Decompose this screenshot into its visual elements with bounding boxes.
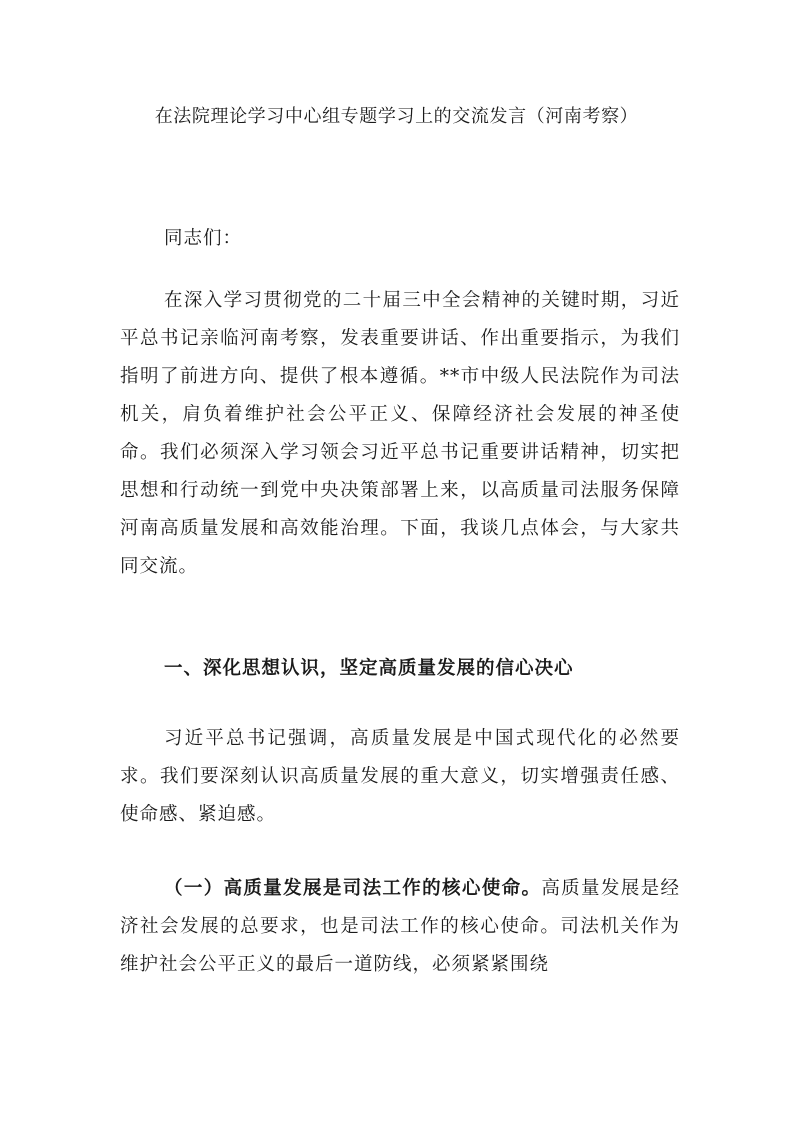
paragraph-intro: 在深入学习贯彻党的二十届三中全会精神的关键时期，习近平总书记亲临河南考察，发表重要讲话、作出重要指示，为我们指明了前进方向、提供了根本遵循。**市中级人民法院作为司法机关，肩负着维护社会公平正义、保障经济社会发展的神圣使命。我们必须深入学习领会习近平总书记重要讲话精神，切实把思想和行动统一到党中央决策部署上来，以高质量司法服务保障河南高质量发展和高效能治理。下面，我谈几点体会，与大家共同交流。 [120, 290, 680, 577]
paragraph-subsection1 [120, 870, 680, 984]
subsection-1-body: 高质量发展是经济社会发展的总要求，也是司法工作的核心使命。司法机关作为维护社会公平正义的最后一道防线，必须紧紧围绕 [120, 878, 680, 975]
subsection-heading-1: （一）高质量发展是司法工作的核心使命。 [164, 878, 542, 899]
document-title: 在法院理论学习中心组专题学习上的交流发言（河南考察） [154, 106, 639, 127]
section-heading-1: 一、深化思想认识，坚定高质量发展的信心决心 [164, 658, 574, 679]
salutation: 同志们： [164, 228, 243, 249]
paragraph-section1: 习近平总书记强调，高质量发展是中国式现代化的必然要求。我们要深刻认识高质量发展的重大意义，切实增强责任感、使命感、紧迫感。 [120, 728, 680, 825]
